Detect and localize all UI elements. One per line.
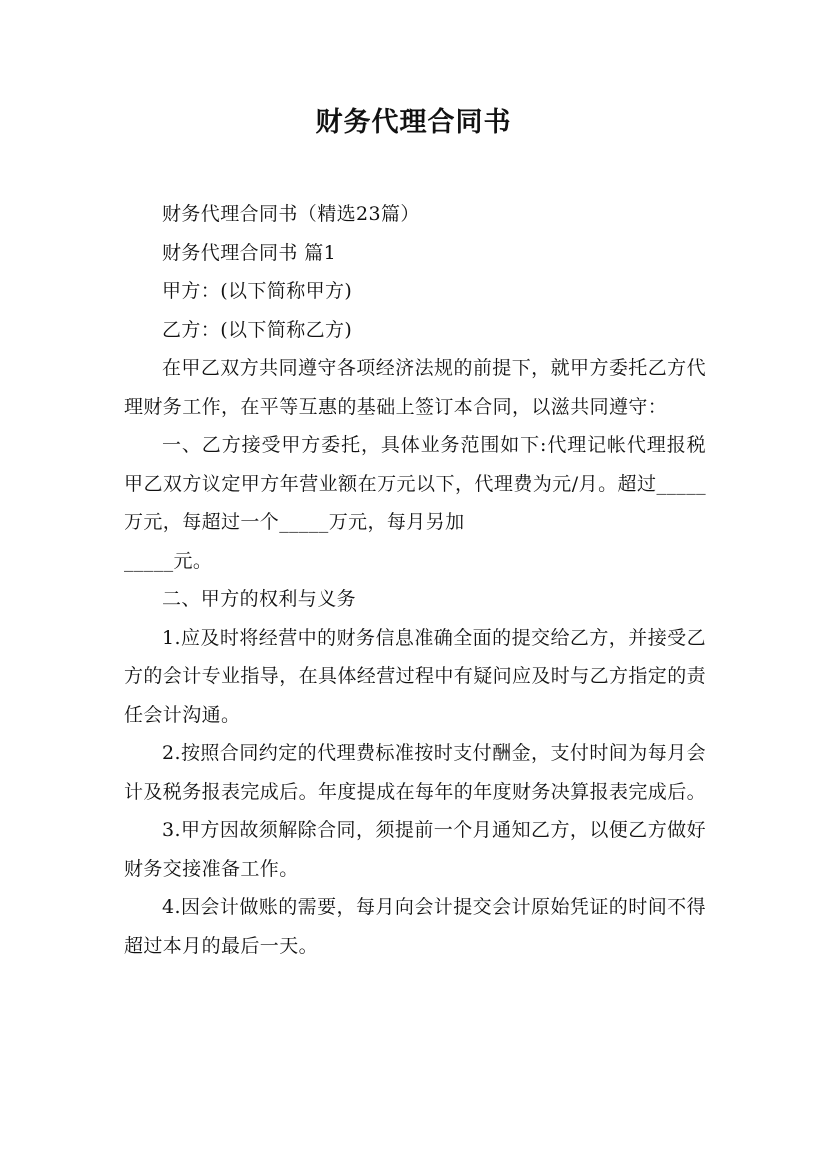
paragraph-section-heading: 财务代理合同书 篇1: [162, 241, 337, 264]
document-body: [124, 195, 706, 965]
paragraph-item-2: 2.按照合同约定的代理费标准按时支付酬金，支付时间为每月会计及税务报表完成后。年度提成在每年的年度财务决算报表完成后。: [124, 742, 707, 803]
paragraph-preamble: 在甲乙双方共同遵守各项经济法规的前提下，就甲方委托乙方代理财务工作，在平等互惠的基础上签订本合同，以滋共同遵守：: [124, 357, 706, 418]
paragraph-party-b: 乙方：(以下简称乙方): [162, 318, 353, 341]
paragraph-item-3: 3.甲方因故须解除合同，须提前一个月通知乙方，以便乙方做好财务交接准备工作。: [124, 819, 706, 880]
paragraph-item-4: 4.因会计做账的需要，每月向会计提交会计原始凭证的时间不得超过本月的最后一天。: [124, 896, 706, 957]
paragraph-clause-1: 一、乙方接受甲方委托，具体业务范围如下:代理记帐代理报税甲乙双方议定甲方年营业额在万元以下，代理费为元/月。超过_____万元，每超过一个_____万元，每月另加: [124, 434, 706, 533]
paragraph-clause-2-heading: 二、甲方的权利与义务: [162, 588, 357, 610]
paragraph-item-1: 1.应及时将经营中的财务信息准确全面的提交给乙方，并接受乙方的会计专业指导，在具体经营过程中有疑问应及时与乙方指定的责任会计沟通。: [124, 626, 707, 726]
paragraph-subtitle: 财务代理合同书（精选23篇）: [162, 203, 420, 225]
paragraph-party-a: 甲方：(以下简称甲方): [162, 280, 353, 302]
paragraph-clause-1-continued: _____元。: [124, 549, 213, 572]
document-title: 财务代理合同书: [315, 107, 512, 138]
